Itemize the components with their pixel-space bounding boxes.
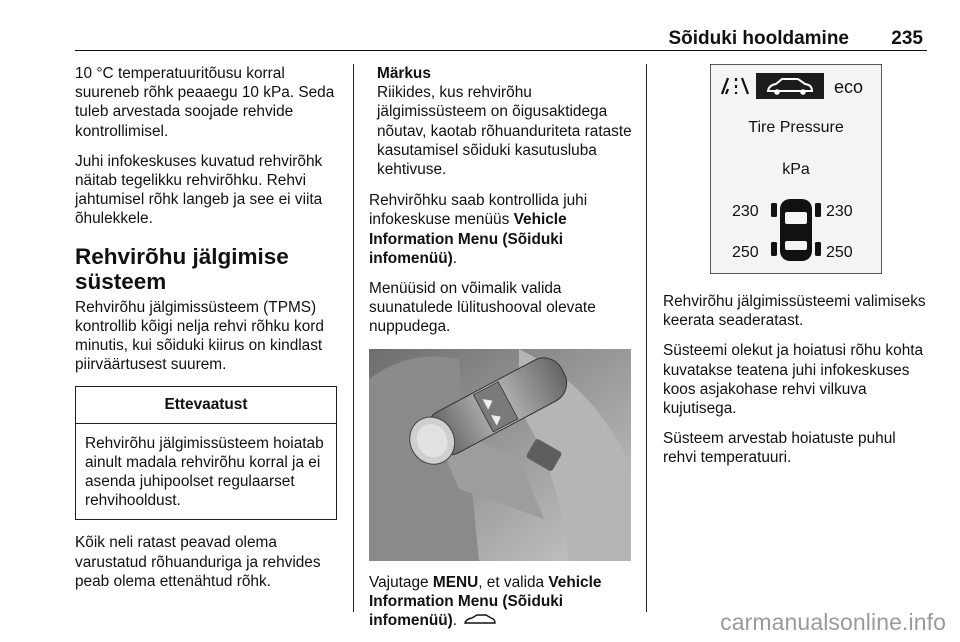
paragraph-tpms: Rehvirõhu jälgimissüsteem (TPMS) kontrollib kõigi nelja rehvi rõhku kord minutis, kui sõiduki kiirus on kindlast piirväärtusest suurem. [75,298,324,374]
paragraph-temperature: 10 °C temperatuuritõusu korral suureneb rõhk peaaegu 10 kPa. Seda tuleb arvestada soojade rehvide kontrollimisel. [75,65,335,140]
menu-name: Vehicle Information Menu (Sõiduki infomenüü) [369,211,567,267]
column-middle [369,64,634,641]
pressure-front-left: 230 [732,203,759,220]
display-title: Tire Pressure [748,119,844,136]
warning-title: Ettevaatust [76,387,336,423]
column-right [663,292,931,479]
note-body: Riikides, kus rehvirõhu jälgimissüsteem on õigusaktidega nõutav, kaotab rõhuanduriteta rataste kasutamisel sõiduki kasutusluba kehtivuse. [377,84,632,179]
active-tab-highlight [756,73,824,99]
pressure-rear-right: 250 [826,244,853,261]
pressure-front-right: 230 [826,203,853,220]
column-divider [646,64,647,612]
menu-name: Vehicle Information Menu (Sõiduki infomenüü) [369,573,602,630]
warning-body: Rehvirõhu jälgimissüsteem hoiatab ainult madala rehvirõhu korral ja ei asenda juhipoolset regulaarset rehvihooldust. [85,434,324,510]
page-number: 235 [891,28,923,49]
paragraph-status: Süsteemi olekut ja hoiatusi rõhu kohta kuvatakse teatena juhi infokeskuses koos asjakohase rehvi vilkuva kujutisega. [663,342,924,418]
page-header [75,22,927,51]
unit-label: kPa [782,161,810,178]
section-title: Sõiduki hooldamine [668,28,849,49]
photo-caption: Vajutage MENU, et valida Vehicle Information Menu (Sõiduki infomenüü). [369,573,602,630]
paragraph-menu: Rehvirõhku saab kontrollida juhi infokeskuse menüüs Vehicle Information Menu (Sõiduki infomenüü). [369,192,588,267]
paragraph-sensors: Kõik neli ratast peavad olema varustatud rõhuanduriga ja rehvides peab olema ettenähtud rõhk. [75,534,321,590]
tire-pressure-display [710,64,882,274]
paragraph-select-tpms: Rehvirõhu jälgimissüsteemi valimiseks keerata seaderatast. [663,293,926,330]
heading-tpms: Rehvirõhu jälgimise süsteem [75,243,289,294]
paragraph-temperature-warning: Süsteem arvestab hoiatuste puhul rehvi temperatuuri. [663,430,896,467]
menu-button-label: MENU [432,573,479,591]
column-divider [353,64,354,612]
eco-label: eco [834,77,864,97]
turn-signal-lever-photo [369,349,631,561]
car-icon [464,614,496,626]
paragraph-infocenter: Juhi infokeskuses kuvatud rehvirõhk näitab tegelikku rehvirõhku. Rehvi jahtumisel rõhk langeb ja see ei viita õhulekkele. [75,152,323,228]
note-box [369,64,634,179]
paragraph-buttons: Menüüsid on võimalik valida suunatulede lülitushooval olevate nuppudega. [369,280,596,336]
pressure-rear-left: 250 [732,244,759,261]
column-left [75,64,343,602]
warning-box [75,386,337,520]
note-title: Märkus [377,65,431,82]
watermark: carmanualsonline.info [720,609,946,635]
